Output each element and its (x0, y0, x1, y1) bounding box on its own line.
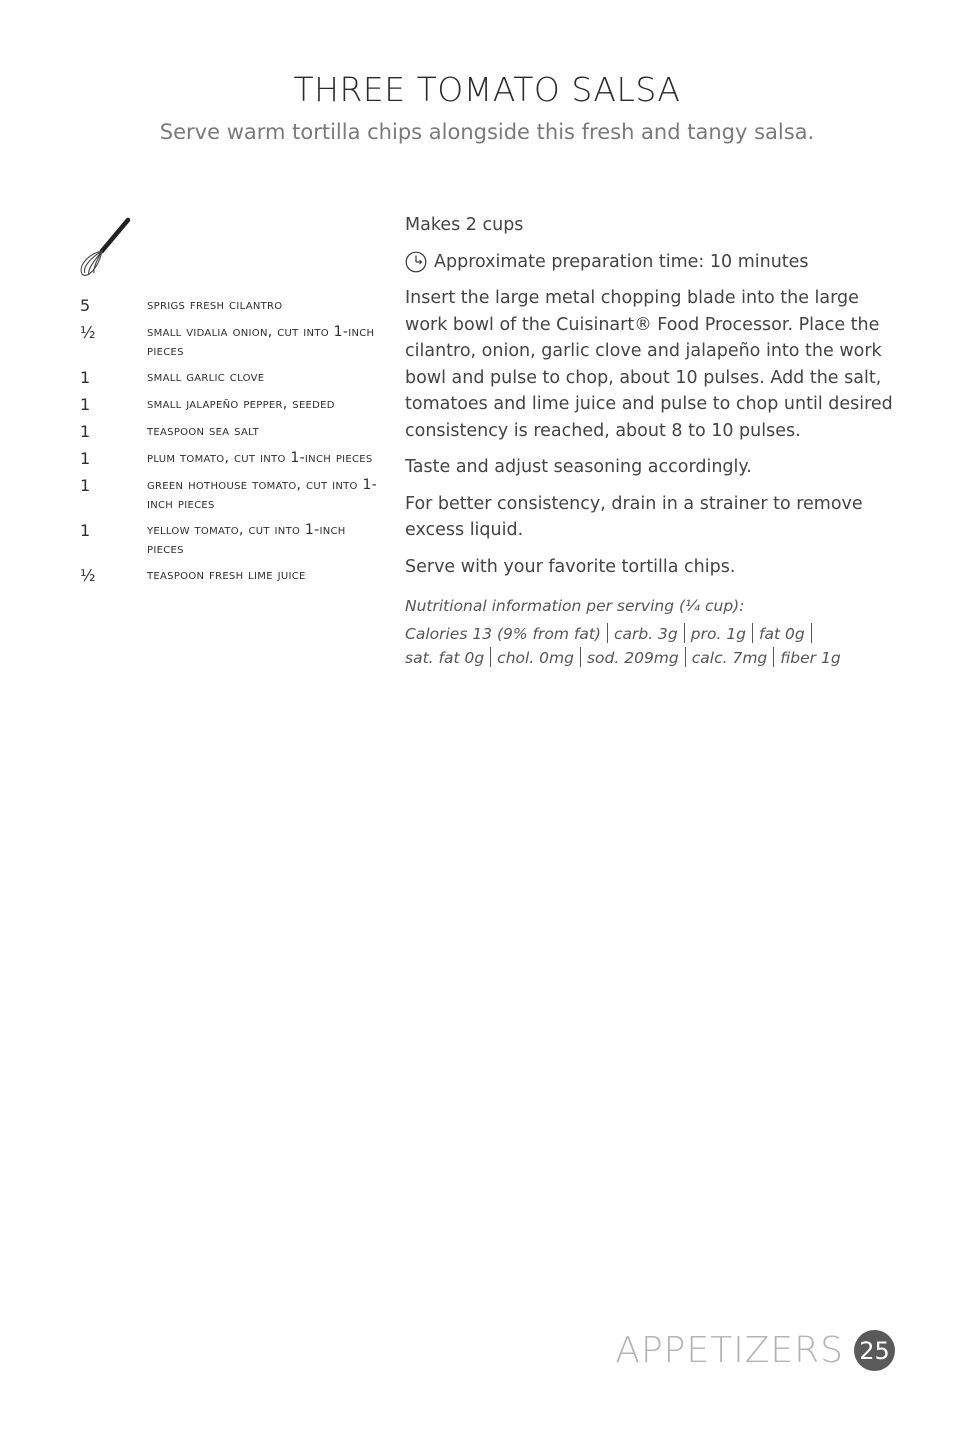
nutrition-divider (684, 623, 685, 643)
recipe-subtitle: Serve warm tortilla chips alongside this fresh and tangy salsa. (159, 120, 815, 144)
whisk-icon (76, 214, 134, 280)
ingredient-description: small vidalia onion, cut into 1-inch pieces (147, 324, 375, 359)
instruction-step: Insert the large metal chopping blade into the large work bowl of the Cuisinart® Food Processor. Place the cilantro, onion, garlic clove and jalapeño into the work bowl and pulse to chop, about 10 pulses. Add the salt, tomatoes and lime juice and pulse to chop until desired consistency is reached, about 8 to 10 pulses. (405, 288, 893, 441)
ingredient-quantity: 1 (80, 395, 91, 414)
ingredient-description: small jalapeño pepper, seeded (147, 396, 335, 412)
ingredient-item (80, 449, 380, 469)
ingredient-description: plum tomato, cut into 1-inch pieces (147, 450, 373, 466)
ingredient-description: green hothouse tomato, cut into 1-inch pieces (147, 477, 378, 512)
nutrition-value: calc. 7mg (691, 649, 768, 667)
ingredient-quantity: 1 (80, 368, 91, 387)
ingredient-quantity: 1 (80, 521, 91, 540)
instruction-step: Taste and adjust seasoning accordingly. (405, 457, 752, 477)
nutrition-divider (752, 623, 753, 643)
nutrition-line (405, 622, 895, 646)
section-name: APPETIZERS (615, 1330, 844, 1371)
nutrition-divider (580, 647, 581, 667)
ingredient-quantity: 1 (80, 476, 91, 495)
ingredient-item (80, 368, 380, 388)
ingredient-item (80, 395, 380, 415)
nutrition-heading: Nutritional information per serving (¼ cup): (405, 597, 745, 615)
ingredient-description: yellow tomato, cut into 1-inch pieces (147, 522, 346, 557)
page-footer (615, 1330, 895, 1371)
recipe-directions (405, 212, 895, 670)
nutrition-divider (490, 647, 491, 667)
nutrition-divider (773, 647, 774, 667)
ingredient-quantity: 1 (80, 449, 91, 468)
ingredient-item (80, 566, 380, 586)
clock-icon (405, 251, 427, 273)
ingredient-quantity: ½ (80, 566, 96, 585)
prep-time (405, 249, 895, 276)
ingredient-description: sprigs fresh cilantro (147, 297, 283, 313)
instruction-step: Serve with your favorite tortilla chips. (405, 556, 736, 577)
nutrition-value: carb. 3g (613, 625, 678, 643)
page-number: 25 (854, 1330, 895, 1371)
nutrition-value: chol. 0mg (497, 649, 574, 667)
nutrition-divider (685, 647, 686, 667)
ingredient-description: teaspoon sea salt (147, 423, 260, 439)
instruction-step: For better consistency, drain in a strainer to remove excess liquid. (405, 493, 863, 540)
ingredient-item (80, 476, 380, 514)
nutrition-value: pro. 1g (690, 625, 747, 643)
recipe-yield: Makes 2 cups (405, 215, 524, 235)
ingredient-quantity: ½ (80, 323, 96, 342)
nutrition-value: fat 0g (759, 625, 805, 643)
ingredient-description: teaspoon fresh lime juice (147, 567, 306, 583)
ingredient-quantity: 1 (80, 422, 91, 441)
nutrition-value: Calories 13 (9% from fat) (405, 625, 601, 643)
ingredient-item (80, 296, 380, 316)
nutrition-line (405, 646, 895, 670)
prep-time-text: Approximate preparation time: 10 minutes (434, 251, 809, 272)
nutrition-divider (811, 623, 812, 643)
recipe-title: THREE TOMATO SALSA (293, 70, 681, 109)
ingredient-item (80, 521, 380, 559)
ingredient-quantity: 5 (80, 296, 91, 315)
nutrition-divider (607, 623, 608, 643)
ingredient-item (80, 422, 380, 442)
ingredient-item (80, 323, 380, 361)
nutrition-value: sod. 209mg (586, 649, 679, 667)
ingredient-description: small garlic clove (147, 369, 265, 385)
nutrition-value: sat. fat 0g (405, 649, 485, 667)
ingredient-list (80, 296, 380, 593)
nutrition-value: fiber 1g (780, 649, 841, 667)
